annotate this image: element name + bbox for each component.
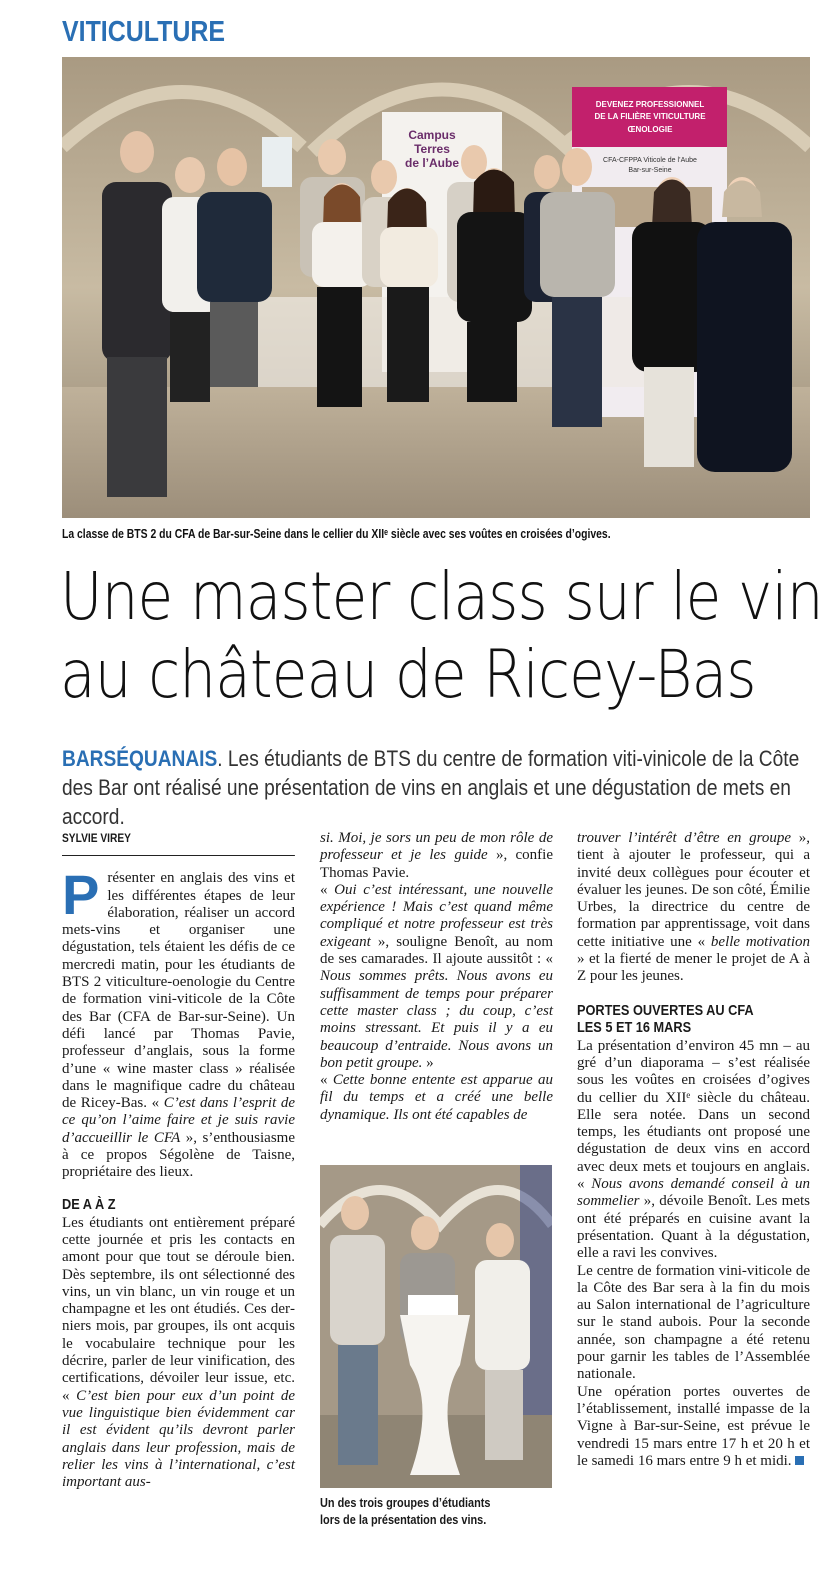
subhead-line-1: PORTES OUVERTES AU CFA xyxy=(577,1001,754,1019)
paragraph: La présentation d’environ 45 mn – au gré d’un diaporama – s’est réalisée sous les voûtes en croisées d’ogives du cellier du XIIᵉ siècle du château. Elle sera notée. Dans un second temps, les étudiants ont proposé une dégustation de deux vins en accord avec deux mets et toujours en anglais. « Nous avons demandé conseil à un sommelier », dévoile Benoît. Les mets ont été préparés en cuisine avant la présentation. Quant à la dégustation, elle a ravi les convives. xyxy=(577,1037,811,1262)
standfirst xyxy=(62,744,810,831)
paragraph: « Cette bonne entente est apparue au fil du temps et a créé une belle dynamique. Ils ont été capables de xyxy=(320,1072,554,1123)
subhead-de-a-a-z: DE A À Z xyxy=(62,1195,116,1213)
paragraph: trouver l’intérêt d’être en groupe », tient à ajouter le professeur, qui a invité deux collègues pour écouter et évaluer les jeunes. De son côté, Émilie Urbes, la directrice du centre de formation par apprentissage, voit dans cette initiative une « belle motivation » et la fierté de mener le projet de A à Z pour les jeunes. xyxy=(577,830,811,985)
column-2 xyxy=(320,830,553,1124)
standfirst-lead: BARSÉQUANAIS xyxy=(62,746,218,771)
campus-logo-1: Campus xyxy=(408,128,456,142)
campus-logo-3: de l’Aube xyxy=(404,156,460,170)
headline-line-2: au château de Ricey-Bas xyxy=(60,636,756,713)
paragraph: Présenter en anglais des vins et les différentes étapes de leur élaboration, réaliser un accord mets-vins et organiser une dégustation, tels étaient les défis de ce mercredi matin, pour les étudiants de BTS 2 viticulture-oenologie du Centre de formation vini-viticole de la Côte des Bar (CFA de Bar-sur-Seine). Un défi lancé par Thomas Pavie, professeur d’anglais, sous la forme d’une « wine master class » réalisée dans le magnifique cadre du château de Ricey-Bas. « C’est dans l’esprit de ce qu’on l’aime faire et je suis ravie d’accueillir le CFA », s’enthousiasme à ce propos Ségolène de Taisne, propriétaire des lieux. xyxy=(62,863,295,1181)
students-photo-caption xyxy=(320,1494,490,1528)
standfirst-text: . Les étudiants de BTS du centre de formation viti-vinicole de la Côte des Bar ont réalisé une présentation de vins en anglais et une dégustation de mets en accord. xyxy=(62,746,800,829)
banner-text-2: DE LA FILIÈRE VITICULTURE xyxy=(594,112,706,121)
students-photo xyxy=(320,1165,552,1488)
paragraph: si. Moi, je sors un peu de mon rôle de professeur et je les guide », confie Thomas Pavie. xyxy=(320,830,553,881)
paragraph: « Oui c’est intéressant, une nouvelle expérience ! Mais c’est quand même compliqué et notre professeur est très exigeant », souligne Benoît, au nom de ses camarades. Il ajoute aussitôt : « Nous sommes prêts. Nous avons eu suffisamment de temps pour préparer cette master class ; du coup, c’est moins stressant. Et puis il y a eu beaucoup d’entraide. Nous avons un bon petit groupe. » xyxy=(320,881,553,1071)
column-1 xyxy=(62,830,295,1491)
drop-cap: P xyxy=(62,863,100,927)
headline xyxy=(60,558,823,714)
column-3 xyxy=(577,830,810,1470)
caption-line-2: lors de la présentation des vins. xyxy=(320,1512,487,1527)
paragraph: Une opération portes ouvertes de l’établissement, installé impasse de la Vigne à Bar-sur-Seine, est prévue le vendredi 15 mars entre 17 h et 20 h et le samedi 16 mars entre 9 h et midi. xyxy=(577,1383,810,1469)
photo-caption: La classe de BTS 2 du CFA de Bar-sur-Seine dans le cellier du XIIᵉ siècle avec ses voûtes en croisées d’ogives. xyxy=(62,526,611,541)
subhead-portes-ouvertes xyxy=(577,1002,775,1036)
caption-line-1: Un des trois groupes d’étudiants xyxy=(320,1495,491,1510)
paragraph: Les étudiants ont entièrement préparé cette journée et pris les contacts en amont pour que tout se déroule bien. Dès septembre, ils ont sélectionné des vins, un vin blanc, un vin rouge et un champagne et les ont étudiés. Ces derniers mois, par groupes, ils ont acquis le vocabulaire technique pour les décrire, parler de leur vinification, des certifications, dévoiler leur issue, etc. « C’est bien pour eux d’un point de vue linguistique bien évidemment car il est évident qu’ils devront parler anglais dans leur profession, mais de relier les vins à l’international, c’est important aus- xyxy=(62,1214,295,1491)
banner-text-5: Bar-sur-Seine xyxy=(628,167,672,174)
banner-text-3: ŒNOLOGIE xyxy=(627,125,673,134)
group-photo xyxy=(62,57,810,518)
banner-text-4: CFA-CFPPA Viticole de l’Aube xyxy=(603,157,697,164)
paragraph: Le centre de formation vini-viticole de la Côte des Bar sera à la fin du mois au Salon international de l’agriculture sur le stand aubois. Pour la seconde année, son champagne a été retenu pour garnir les tables de l’Assemblée nationale. xyxy=(577,1262,810,1383)
section-rubric: VITICULTURE xyxy=(62,16,226,48)
headline-line-1: Une master class sur le vin xyxy=(60,558,823,635)
campus-logo-2: Terres xyxy=(414,142,450,156)
byline: SYLVIE VIREY xyxy=(62,830,295,856)
end-mark xyxy=(795,1456,804,1465)
subhead-line-2: LES 5 ET 16 MARS xyxy=(577,1018,692,1036)
banner-text-1: DEVENEZ PROFESSIONNEL xyxy=(595,100,705,109)
